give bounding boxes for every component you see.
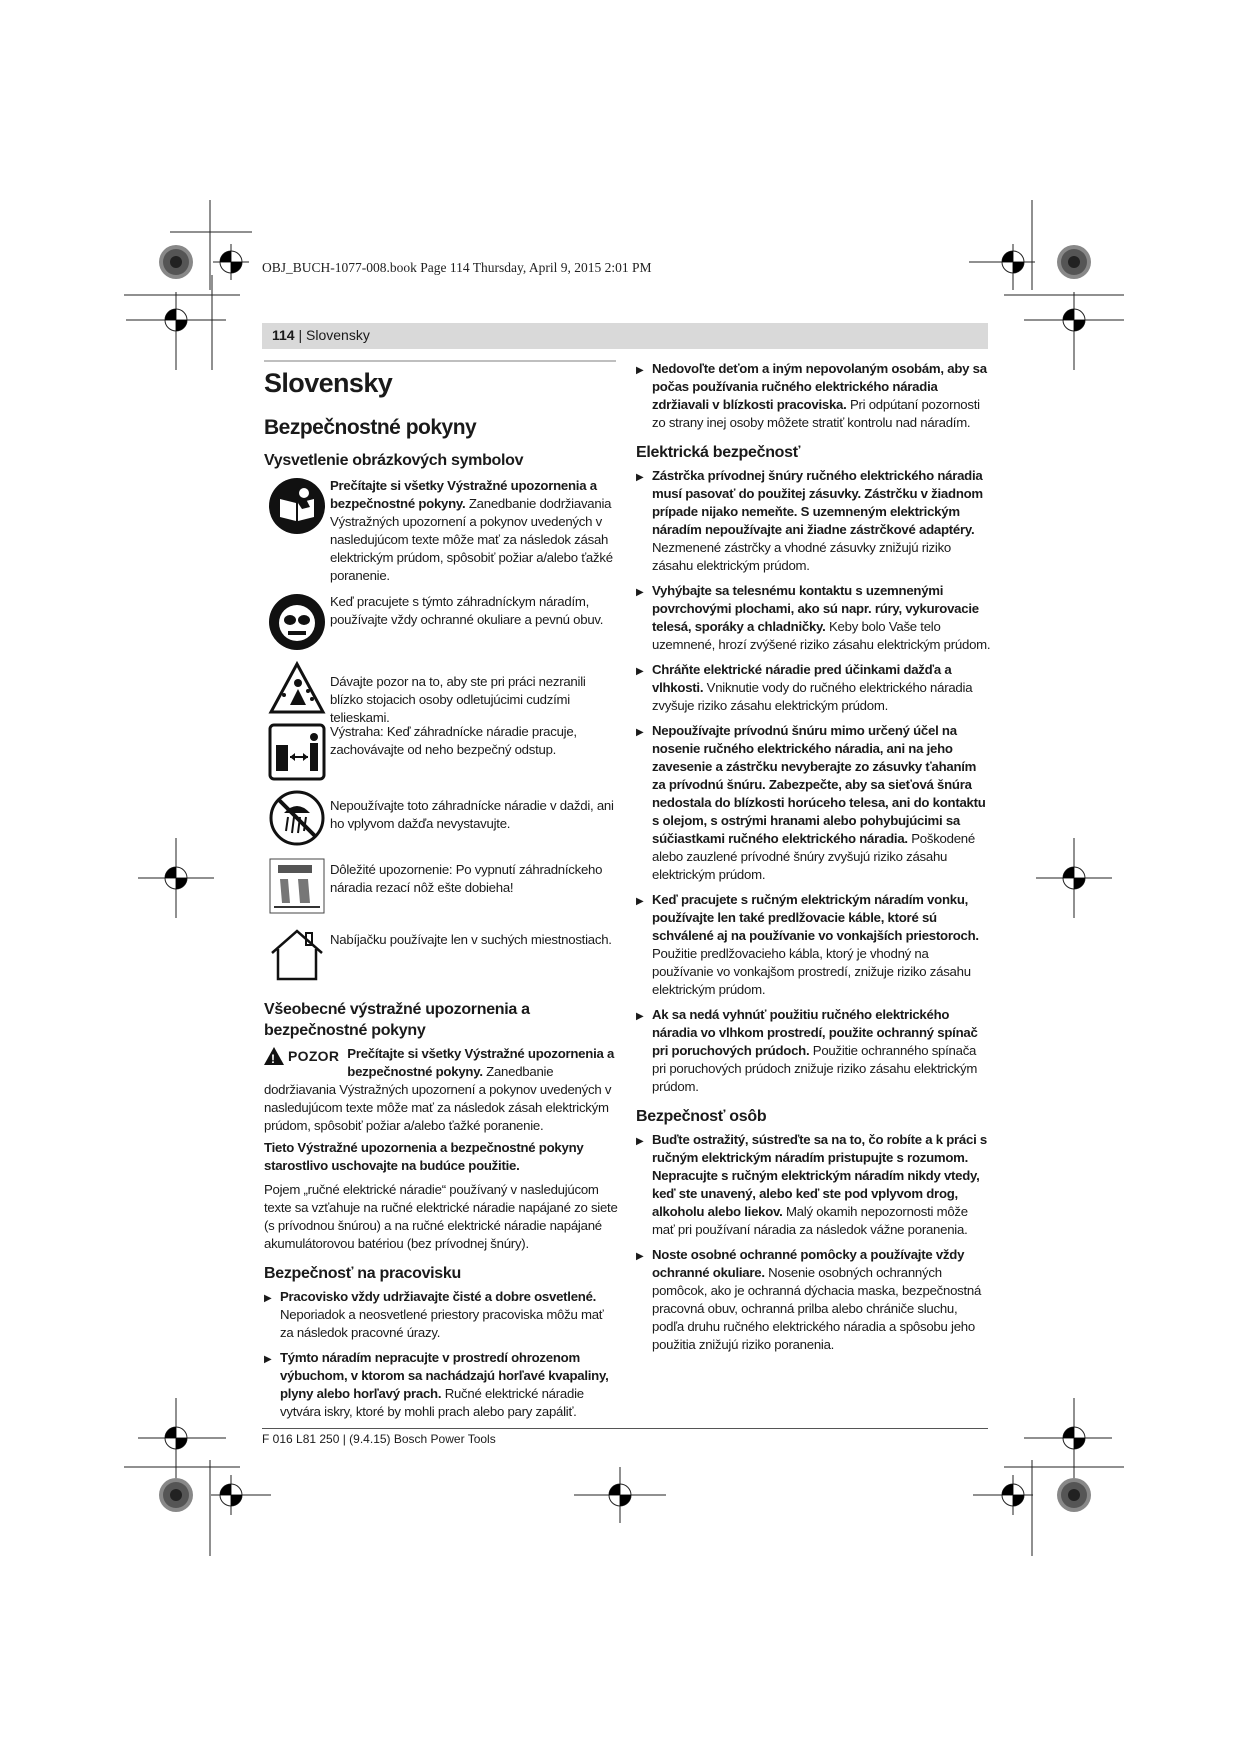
keep-instructions: Tieto Výstražné upozornenia a bezpečnostné pokyny starostlivo uschovajte na budúce použitie. bbox=[264, 1140, 584, 1173]
electrical-heading: Elektrická bezpečnosť bbox=[636, 444, 801, 461]
item-bold: Vyhýbajte sa telesnému kontaktu s uzemnenými povrchovými plochami, ako sú napr. rúry, vykurovacie telesá, sporáky a chladničky. bbox=[652, 583, 979, 634]
page-header bbox=[262, 323, 988, 349]
print-info: OBJ_BUCH-1077-008.book Page 114 Thursday, April 9, 2015 2:01 PM bbox=[262, 260, 652, 275]
work-area-heading: Bezpečnosť na pracovisku bbox=[264, 1265, 461, 1282]
personal-heading: Bezpečnosť osôb bbox=[636, 1108, 767, 1125]
warning-badge bbox=[264, 1047, 339, 1065]
item-text: Vniknutie vody do ručného elektrického náradia zvyšuje riziko zásahu elektrickým prúdom. bbox=[652, 680, 973, 713]
bullet-arrow-icon: ▶ bbox=[264, 1354, 272, 1365]
list-item bbox=[636, 467, 992, 575]
symbols-heading: Vysvetlenie obrázkových symbolov bbox=[264, 452, 524, 469]
general-heading: Všeobecné výstražné upozornenia a bezpečnostné pokyny bbox=[264, 1001, 530, 1039]
blade-rundown-icon bbox=[264, 855, 330, 919]
item-bold: Týmto náradím nepracujte v prostredí ohrozenom výbuchom, v ktorom sa nachádzajú horľavé kvapaliny, plyny alebo horľavý prach. bbox=[280, 1350, 609, 1401]
list-item bbox=[636, 1131, 992, 1239]
goggles-icon bbox=[264, 591, 330, 655]
bullet-arrow-icon: ▶ bbox=[636, 727, 644, 738]
symbol-text: Zanedbanie dodržiavania Výstražných upozornení a pokynov uvedených v nasledujúcom texte môže mať za následok zásah elektrickým prúdom, spôsobiť požiar a/alebo ťažké poranenie. bbox=[330, 496, 613, 583]
symbol-row bbox=[264, 855, 620, 919]
symbol-row bbox=[264, 659, 620, 725]
read-manual-icon bbox=[264, 475, 330, 587]
indoor-house-icon bbox=[264, 923, 330, 989]
item-bold: Zástrčka prívodnej šnúry ručného elektrického náradia musí pasovať do použitej zásuvky. Zástrčku v žiadnom prípade nijako nemeňte. S uzemneným elektrickým náradím nepoužívajte ani žiadne zástrčkové adaptéry. bbox=[652, 468, 983, 537]
symbol-row bbox=[264, 591, 620, 655]
bullet-arrow-icon: ▶ bbox=[636, 587, 644, 598]
item-text: Nosenie osobných ochranných pomôcok, ako je ochranná dýchacia maska, bezpečnostná pracovná obuv, ochranná prilba alebo chrániče sluchu, podľa druhu ručného elektrického náradia a spôsobu jeho použitia znižujú riziko poranenia. bbox=[652, 1265, 982, 1352]
item-text: Použitie predlžovacieho kábla, ktorý je vhodný na používanie vo vonkajšom prostredí, znižuje riziko zásahu elektrickým prúdom. bbox=[652, 946, 971, 997]
pozor-block bbox=[264, 1045, 620, 1135]
list-item bbox=[636, 891, 992, 999]
item-text: Pri odpútaní pozornosti zo strany inej osoby môžete stratiť kontrolu nad náradím. bbox=[652, 397, 980, 430]
bullet-arrow-icon: ▶ bbox=[636, 666, 644, 677]
bullet-arrow-icon: ▶ bbox=[636, 472, 644, 483]
no-rain-icon bbox=[264, 787, 330, 851]
page-header-text bbox=[272, 327, 370, 343]
list-item bbox=[264, 1288, 620, 1342]
list-item bbox=[636, 1006, 992, 1096]
item-bold: Chráňte elektrické náradie pred účinkami dažďa a vlhkosti. bbox=[652, 662, 952, 695]
bullet-arrow-icon: ▶ bbox=[636, 896, 644, 907]
item-bold: Ak sa nedá vyhnúť použitiu ručného elektrického náradia vo vlhkom prostredí, použite ochranný spínač pri poruchových prúdoch. bbox=[652, 1007, 978, 1058]
bullet-arrow-icon: ▶ bbox=[636, 1136, 644, 1147]
symbol-text: Dávajte pozor na to, aby ste pri práci nezranili blízko stojacich osoby odletujúcimi cudzími telieskami. bbox=[330, 674, 586, 725]
definition-text: Pojem „ručné elektrické náradie“ používaný v nasledujúcom texte sa vzťahuje na ručné elektrické náradie napájané zo siete (s prívodnou šnúrou) a na ručné elektrické náradie napájané akumulátorovou batériou (bez prívodnej šnúry). bbox=[264, 1182, 618, 1251]
symbol-row bbox=[264, 923, 620, 989]
symbol-text: Nabíjačku používajte len v suchých miestnostiach. bbox=[330, 932, 612, 947]
item-bold: Pracovisko vždy udržiavajte čisté a dobre osvetlené. bbox=[280, 1289, 597, 1304]
item-text: Nezmenené zástrčky a vhodné zásuvky znižujú riziko zásahu elektrickým prúdom. bbox=[652, 540, 952, 573]
item-bold: Buďte ostražitý, sústreďte sa na to, čo robíte a k práci s ručným elektrickým náradím pristupujte s rozumom. Nepracujte s ručným elektrickým náradím nikdy vtedy, keď ste unavený, alebo keď ste pod vplyvom drog, alkoholu alebo liekov. bbox=[652, 1132, 987, 1219]
left-column bbox=[264, 360, 620, 1428]
list-item bbox=[636, 661, 992, 715]
symbol-row bbox=[264, 787, 620, 851]
item-bold: Nedovoľte deťom a iným nepovolaným osobám, aby sa počas používania ručného elektrického náradia zdržiavali v blízkosti pracoviska. bbox=[652, 361, 987, 412]
title-rule bbox=[264, 360, 616, 362]
item-bold: Nepoužívajte prívodnú šnúru mimo určený účel na nosenie ručného elektrického náradia, ani na jeho zavesenie a zástrčku nevyberajte zo zásuvky ťahaním za prívodnú šnúru. Zabezpečte, aby sa sieťová šnúra nedostala do blízkosti horúceho telesa, ani do kontaktu s olejom, s ostrými hranami alebo pohybujúcimi sa súčiastkami ručného elektrického náradia. bbox=[652, 723, 986, 846]
footer-rule bbox=[262, 1428, 988, 1429]
item-text: Keby bolo Vaše telo uzemnené, hrozí zvýšené riziko zásahu elektrickým prúdom. bbox=[652, 619, 991, 652]
item-text: Poškodené alebo zauzlené prívodné šnúry zvyšujú riziko zásahu elektrickým prúdom. bbox=[652, 831, 975, 882]
flying-debris-icon bbox=[264, 659, 330, 717]
right-column bbox=[636, 360, 992, 1361]
pozor-label: POZOR bbox=[288, 1048, 340, 1064]
list-item bbox=[636, 582, 992, 654]
pozor-text: Zanedbanie dodržiavania Výstražných upozornení a pokynov uvedených v nasledujúcom texte môže mať za následok zásah elektrickým prúdom, spôsobiť požiar a/alebo ťažké poranenie. bbox=[264, 1064, 612, 1133]
symbol-row bbox=[264, 721, 620, 783]
header-separator: | bbox=[294, 327, 307, 343]
symbol-text: Dôležité upozornenie: Po vypnutí záhradníckeho náradia rezací nôž ešte dobieha! bbox=[330, 862, 603, 895]
warning-triangle-icon: ! bbox=[264, 1047, 284, 1065]
header-language: Slovensky bbox=[306, 327, 370, 343]
item-text: Neporiadok a neosvetlené priestory pracoviska môžu mať za následok pracovné úrazy. bbox=[280, 1307, 604, 1340]
page-title: Slovensky bbox=[264, 368, 393, 398]
symbol-bold: Prečítajte si všetky Výstražné upozornenia a bezpečnostné pokyny. bbox=[330, 478, 597, 511]
item-bold: Noste osobné ochranné pomôcky a používajte vždy ochranné okuliare. bbox=[652, 1247, 965, 1280]
list-item bbox=[636, 722, 992, 884]
list-item bbox=[264, 1349, 620, 1421]
bullet-arrow-icon: ▶ bbox=[636, 1251, 644, 1262]
pozor-bold: Prečítajte si všetky Výstražné upozornenia a bezpečnostné pokyny. bbox=[347, 1046, 615, 1079]
symbol-text: Keď pracujete s týmto záhradníckym náradím, používajte vždy ochranné okuliare a pevnú obuv. bbox=[330, 594, 604, 627]
bullet-arrow-icon: ▶ bbox=[636, 365, 644, 376]
symbol-text: Výstraha: Keď záhradnícke náradie pracuje, zachovávajte od neho bezpečný odstup. bbox=[330, 724, 577, 757]
symbol-text: Nepoužívajte toto záhradnícke náradie v daždi, ani ho vplyvom dažďa nevystavujte. bbox=[330, 798, 614, 831]
page-footer: F 016 L81 250 | (9.4.15) Bosch Power Tools bbox=[262, 1432, 496, 1446]
item-text: Použitie ochranného spínača pri poruchových prúdoch znižuje riziko zásahu elektrickým prúdom. bbox=[652, 1043, 978, 1094]
item-text: Malý okamih nepozornosti môže mať pri používaní náradia za následok vážne poranenia. bbox=[652, 1204, 968, 1237]
list-item bbox=[636, 1246, 992, 1354]
item-bold: Keď pracujete s ručným elektrickým náradím vonku, používajte len také predlžovacie káble, ktoré sú schválené aj na používanie vo vonkajších priestoroch. bbox=[652, 892, 979, 943]
section-title: Bezpečnostné pokyny bbox=[264, 416, 477, 439]
bullet-arrow-icon: ▶ bbox=[636, 1011, 644, 1022]
bullet-arrow-icon: ▶ bbox=[264, 1293, 272, 1304]
item-text: Ručné elektrické náradie vytvára iskry, ktoré by mohli prach alebo pary zapáliť. bbox=[280, 1386, 584, 1419]
safe-distance-icon bbox=[264, 721, 330, 783]
symbol-row bbox=[264, 475, 620, 587]
page-number: 114 bbox=[272, 327, 295, 343]
list-item bbox=[636, 360, 992, 432]
